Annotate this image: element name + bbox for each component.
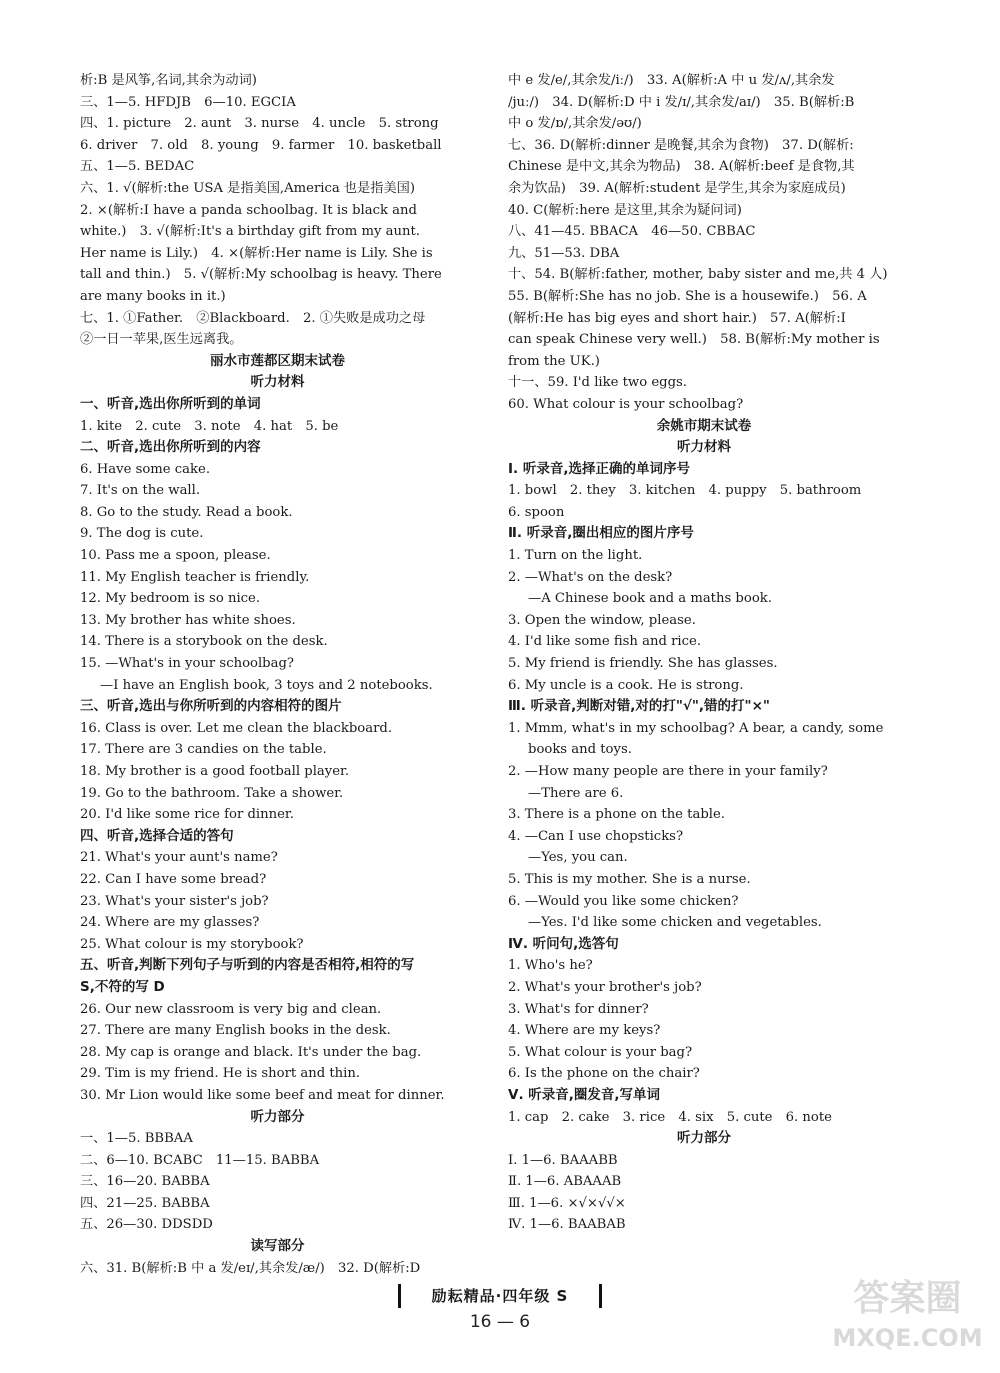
text-line: tall and thin.) 5. √(解析:My schoolbag is heavy. There [80, 267, 442, 283]
text-line: Chinese 是中文,其余为物品) 38. A(解析:beef 是食物,其 [508, 159, 855, 175]
text-line: 2. ×(解析:I have a panda schoolbag. It is black and [80, 202, 417, 218]
text-line: 27. There are many English books in the desk. [80, 1023, 391, 1039]
text-line: 三、16—20. BABBA [80, 1174, 210, 1190]
text-line: /juː/) 34. D(解析:D 中 i 发/ɪ/,其余发/aɪ/) 35. B(解析:B [508, 94, 855, 110]
text-line: 24. Where are my glasses? [80, 915, 260, 931]
text-line: —A Chinese book and a maths book. [528, 591, 772, 607]
text-line: 6. —Would you like some chicken? [508, 893, 739, 909]
text-line: 12. My bedroom is so nice. [80, 591, 261, 607]
text-line: —Yes, you can. [528, 850, 628, 866]
text-line: 13. My brother has white shoes. [80, 612, 296, 628]
text-line: ②一日一苹果,医生远离我。 [80, 332, 243, 348]
section-heading: Ⅲ. 听录音,判断对错,对的打"√",错的打"×" [508, 698, 770, 715]
text-line: 5. This is my mother. She is a nurse. [508, 871, 751, 887]
text-line: Ⅳ. 1—6. BAABAB [508, 1217, 626, 1233]
text-line: 6. My uncle is a cook. He is strong. [508, 677, 744, 693]
text-line: 4. Where are my keys? [508, 1023, 661, 1039]
text-line: 60. What colour is your schoolbag? [508, 396, 744, 412]
text-line: Ⅲ. 1—6. ×√×√√× [508, 1195, 626, 1211]
text-line: 七、1. ①Father. ②Blackboard. 2. ①失败是成功之母 [80, 310, 426, 326]
left-column [80, 70, 475, 1279]
text-line: 1. Mmm, what's in my schoolbag? A bear, a candy, some [508, 720, 884, 736]
watermark-logo [825, 1275, 990, 1365]
section-heading: Ⅳ. 听问句,选答句 [508, 935, 619, 952]
watermark-url: MXQE.COM [832, 1324, 983, 1352]
text-line: 三、1—5. HFDJB 6—10. EGCIA [80, 94, 296, 110]
text-line: 20. I'd like some rice for dinner. [80, 807, 294, 823]
text-line: 十一、59. I'd like two eggs. [508, 375, 687, 391]
section-heading: 四、听音,选择合适的答句 [80, 827, 234, 844]
text-line: 21. What's your aunt's name? [80, 850, 278, 866]
section-heading: Ⅴ. 听录音,圈发音,写单词 [508, 1086, 661, 1103]
text-line: are many books in it.) [80, 288, 226, 304]
text-line: 1. kite 2. cute 3. note 4. hat 5. be [80, 418, 339, 434]
text-line: 五、26—30. DDSDD [80, 1217, 213, 1233]
text-line: 1. Turn on the light. [508, 548, 643, 564]
text-line: 3. Open the window, please. [508, 612, 696, 628]
section-title: 丽水市莲都区期末试卷 [210, 352, 345, 369]
text-line: from the UK.) [508, 353, 600, 369]
section-title: 听力部分 [677, 1130, 731, 1147]
text-line: 40. C(解析:here 是这里,其余为疑问词) [508, 202, 742, 218]
text-line: 5. What colour is your bag? [508, 1044, 693, 1060]
text-line: 23. What's your sister's job? [80, 893, 269, 909]
section-heading: Ⅱ. 听录音,圈出相应的图片序号 [508, 525, 694, 542]
text-line: 九、51—53. DBA [508, 245, 620, 261]
text-line: 7. It's on the wall. [80, 483, 201, 499]
section-title: 读写部分 [250, 1238, 305, 1255]
text-line: 6. driver 7. old 8. young 9. farmer 10. basketball [80, 137, 442, 153]
text-line: 4. —Can I use chopsticks? [508, 828, 684, 844]
text-line: 11. My English teacher is friendly. [80, 569, 310, 585]
text-line: 6. spoon [508, 504, 565, 520]
text-line: Her name is Lily.) 4. ×(解析:Her name is Lily. She is [80, 245, 433, 261]
text-line: can speak Chinese very well.) 58. B(解析:My mother is [508, 332, 880, 348]
section-title: 听力材料 [250, 374, 305, 391]
text-line: 2. —How many people are there in your family? [508, 764, 828, 779]
text-line: 26. Our new classroom is very big and clean. [80, 1001, 382, 1017]
text-line: 6. Have some cake. [80, 461, 211, 477]
text-line: 9. The dog is cute. [80, 526, 204, 542]
text-line: 15. —What's in your schoolbag? [80, 656, 294, 672]
section-heading: 二、听音,选出你所听到的内容 [80, 439, 261, 456]
text-line: Ⅰ. 1—6. BAAABB [508, 1152, 618, 1168]
section-heading: 五、听音,判断下列句子与听到的内容是否相符,相符的写 [80, 957, 415, 974]
text-line: 6. Is the phone on the chair? [508, 1066, 700, 1082]
page-number: 16 — 6 [469, 1312, 531, 1332]
text-line: 八、41—45. BBACA 46—50. CBBAC [508, 224, 756, 240]
text-line: 5. My friend is friendly. She has glasses. [508, 656, 778, 672]
text-line: 二、6—10. BCABC 11—15. BABBA [80, 1152, 320, 1168]
text-line: white.) 3. √(解析:It's a birthday gift from my aunt. [80, 224, 420, 240]
text-line: 1. bowl 2. they 3. kitchen 4. puppy 5. bathroom [508, 483, 862, 499]
text-line: 16. Class is over. Let me clean the blackboard. [80, 720, 393, 736]
text-line: 七、36. D(解析:dinner 是晚餐,其余为食物) 37. D(解析: [508, 137, 854, 153]
text-line: 析:B 是风筝,名词,其余为动词) [80, 73, 257, 88]
text-line: —Yes. I'd like some chicken and vegetables. [528, 915, 822, 931]
text-line: 余为饮品) 39. A(解析:student 是学生,其余为家庭成员) [508, 180, 846, 196]
text-line: 四、21—25. BABBA [80, 1195, 210, 1211]
section-heading: 三、听音,选出与你所听到的内容相符的图片 [80, 698, 342, 715]
section-title: 听力材料 [677, 439, 731, 456]
text-line: 六、31. B(解析:B 中 a 发/eɪ/,其余发/æ/) 32. D(解析:D [80, 1260, 421, 1276]
text-line: 10. Pass me a spoon, please. [80, 548, 271, 564]
text-line: 中 o 发/ɒ/,其余发/əʊ/) [508, 116, 642, 132]
text-line: 一、1—5. BBBAA [80, 1131, 193, 1147]
text-line: —I have an English book, 3 toys and 2 notebooks. [100, 677, 433, 693]
section-heading: S,不符的写 D [80, 978, 165, 995]
text-line: 25. What colour is my storybook? [80, 936, 304, 952]
text-line: 4. I'd like some fish and rice. [508, 634, 702, 650]
section-title: 听力部分 [250, 1108, 305, 1125]
text-line: 六、1. √(解析:the USA 是指美国,America 也是指美国) [80, 180, 415, 196]
text-line: 30. Mr Lion would like some beef and meat for dinner. [80, 1087, 445, 1103]
text-line: —There are 6. [528, 785, 624, 801]
text-line: 2. What's your brother's job? [508, 979, 702, 995]
text-line: 五、1—5. BEDAC [80, 159, 195, 175]
text-line: Ⅱ. 1—6. ABAAAB [508, 1174, 622, 1190]
text-line: 29. Tim is my friend. He is short and thin. [80, 1066, 361, 1082]
right-column [508, 70, 900, 1236]
watermark-text: 答案圈 [853, 1278, 962, 1319]
text-line: 17. There are 3 candies on the table. [80, 742, 327, 758]
text-line: 1. Who's he? [508, 958, 593, 974]
text-line: 四、1. picture 2. aunt 3. nurse 4. uncle 5. strong [80, 116, 439, 132]
text-line: 十、54. B(解析:father, mother, baby sister and me,共 4 人) [508, 267, 888, 283]
section-title: 余姚市期末试卷 [656, 417, 752, 434]
text-line: 22. Can I have some bread? [80, 871, 267, 887]
section-heading: 一、听音,选出你所听到的单词 [80, 395, 261, 412]
text-line: 14. There is a storybook on the desk. [80, 634, 328, 650]
section-heading: Ⅰ. 听录音,选择正确的单词序号 [508, 460, 690, 477]
text-line: 28. My cap is orange and black. It's under the bag. [80, 1044, 422, 1060]
footer-brand: 励耘精品·四年级 S [398, 1284, 602, 1308]
text-line: 55. B(解析:She has no job. She is a housewife.) 56. A [508, 288, 867, 304]
text-line: 19. Go to the bathroom. Take a shower. [80, 785, 344, 801]
text-line: 1. cap 2. cake 3. rice 4. six 5. cute 6. note [508, 1109, 832, 1125]
text-line: 2. —What's on the desk? [508, 569, 673, 585]
text-line: 3. What's for dinner? [508, 1001, 649, 1017]
text-line: (解析:He has big eyes and short hair.) 57. A(解析:I [508, 310, 846, 326]
text-line: books and toys. [528, 742, 632, 758]
text-line: 18. My brother is a good football player. [80, 764, 350, 779]
text-line: 3. There is a phone on the table. [508, 807, 725, 823]
text-line: 8. Go to the study. Read a book. [80, 504, 293, 520]
text-line: 中 e 发/e/,其余发/iː/) 33. A(解析:A 中 u 发/ʌ/,其余发 [508, 73, 835, 88]
